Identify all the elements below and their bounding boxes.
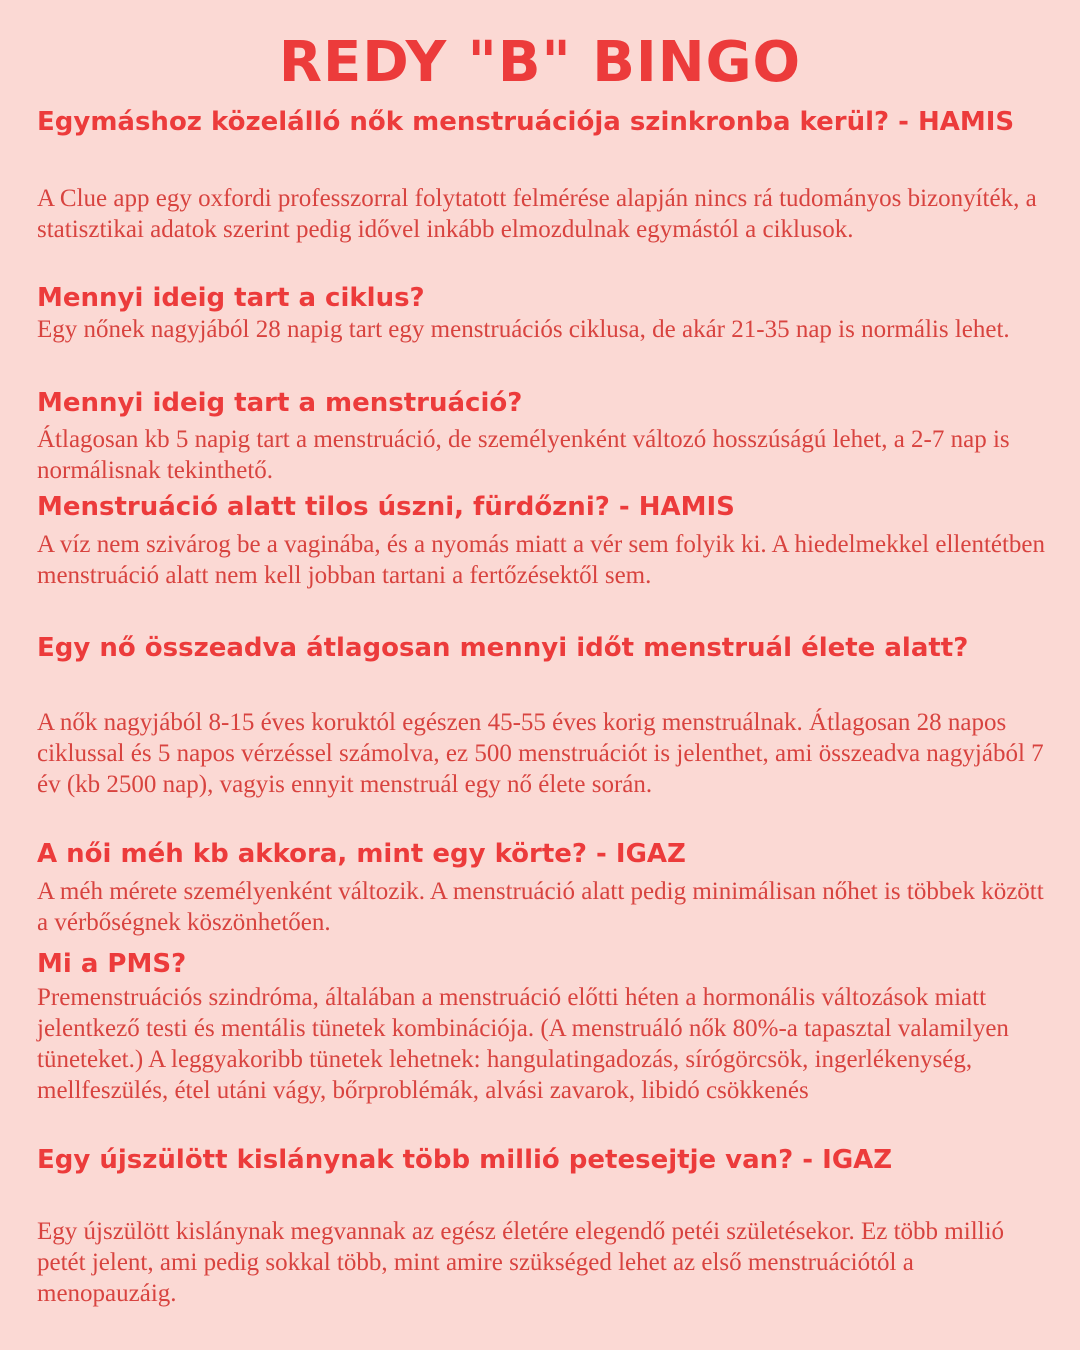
question-4: Menstruáció alatt tilos úszni, fürdőzni? - HAMIS	[37, 492, 735, 522]
answer-5: A nők nagyjából 8-15 éves koruktól egészen 45-55 éves korig menstruálnak. Átlagosan 28 napos ciklussal és 5 napos vérzéssel számolva, ez 500 menstruációt is jelenthet, ami összeadva nagyjából 7 év (kb 2500 nap), vagyis ennyit menstruál egy nő élete során.	[37, 709, 1044, 798]
answer-8: Egy újszülött kislánynak megvannak az egész életére elegendő petéi születésekor. Ez több millió petét jelent, ami pedig sokkal több, mint amire szükséged lehet az első menstruációtól a menopauzáig.	[37, 1218, 1005, 1307]
answer-1: A Clue app egy oxfordi professzorral folytatott felmérése alapján nincs rá tudományos bizonyíték, a statisztikai adatok szerint pedig idővel inkább elmozdulnak egymástól a ciklusok.	[37, 185, 1037, 243]
answer-6: A méh mérete személyenként változik. A menstruáció alatt pedig minimálisan nőhet is többek között a vérbőségnek köszönhetően.	[37, 878, 1044, 936]
page-title: REDY "B" BINGO	[278, 30, 802, 95]
answer-2: Egy nőnek nagyjából 28 napig tart egy menstruációs ciklusa, de akár 21-35 nap is normális lehet.	[37, 316, 1010, 343]
question-1: Egymáshoz közelálló nők menstruációja szinkronba kerül? - HAMIS	[37, 107, 1015, 137]
question-5: Egy nő összeadva átlagosan mennyi időt menstruál élete alatt?	[37, 633, 969, 663]
answer-3: Átlagosan kb 5 napig tart a menstruáció, de személyenként változó hosszúságú lehet, a 2-7 nap is normálisnak tekinthető.	[37, 426, 1010, 484]
answer-7: Premenstruációs szindróma, általában a menstruáció előtti héten a hormonális változások miatt jelentkező testi és mentális tünetek kombinációja. (A menstruáló nők 80%-a tapasztal valamilyen tüneteket.) A leggyakoribb tünetek lehetnek: hangulatingadozás, sírógörcsök, ingerlékenység, mellfeszülés, étel utáni vágy, bőrproblémák, alvási zavarok, libidó csökkenés	[37, 984, 1009, 1104]
question-6: A női méh kb akkora, mint egy körte? - IGAZ	[37, 839, 686, 869]
question-3: Mennyi ideig tart a menstruáció?	[37, 388, 523, 418]
question-7: Mi a PMS?	[37, 949, 187, 979]
question-2: Mennyi ideig tart a ciklus?	[37, 283, 425, 313]
answer-4: A víz nem szivárog be a vaginába, és a nyomás miatt a vér sem folyik ki. A hiedelmekkel ellentétben menstruáció alatt nem kell jobban tartani a fertőzésektől sem.	[37, 531, 1046, 589]
question-8: Egy újszülött kislánynak több millió petesejtje van? - IGAZ	[37, 1145, 893, 1175]
